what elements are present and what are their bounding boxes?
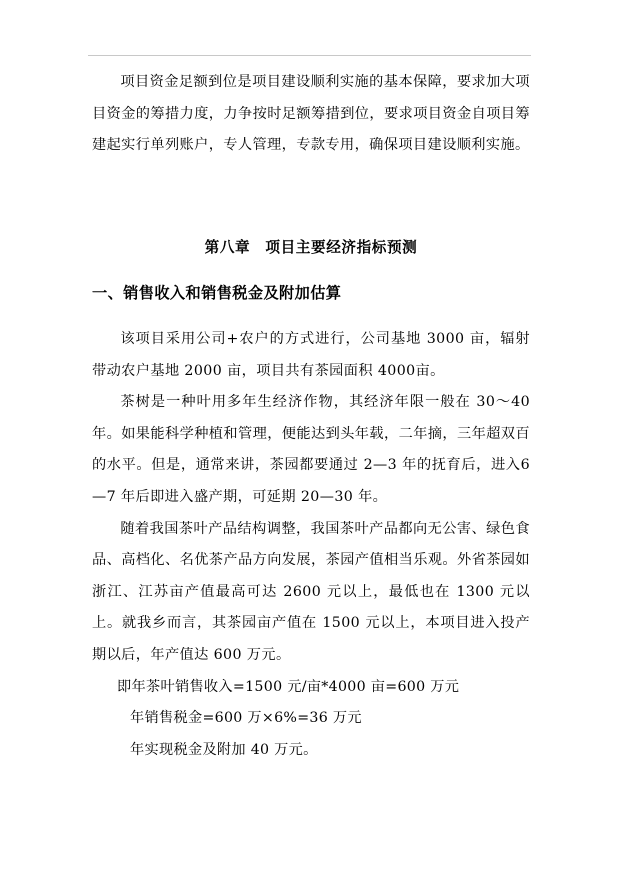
section-title: 一、销售收入和销售税金及附加估算 <box>92 284 342 302</box>
paragraph-company-farmers: 该项目采用公司+农户的方式进行，公司基地 3000 亩，辐射带动农户基地 2000 亩，项目共有茶园面积 4000亩。 <box>92 331 530 379</box>
intro-block <box>92 62 530 162</box>
intro-paragraph: 项目资金足额到位是项目建设顺利实施的基本保障，要求加大项目资金的筹措力度，力争按时足额筹措到位，要求项目资金自项目筹建起实行单列账户，专人管理，专款专用，确保项目建设顺利实施。 <box>92 74 530 154</box>
header-divider <box>88 55 531 56</box>
calc-sales-tax: 年销售税金=600 万×6%=36 万元 <box>130 710 362 727</box>
calc-sales-revenue: 即年茶叶销售收入=1500 元/亩*4000 亩=600 万元 <box>117 678 460 695</box>
paragraph-market-outlook: 随着我国茶叶产品结构调整，我国茶叶产品都向无公害、绿色食品、高档化、名优茶产品方向发展，茶园产值相当乐观。外省茶园如浙江、江苏亩产值最高可达 2600 元以上，最低也在 1300 元以上。就我乡而言，其茶园亩产值在 1500 元以上，本项目进入投产期以后，年产值达 600 万元。 <box>92 520 530 663</box>
section-body <box>92 324 530 766</box>
paragraph-tea-lifecycle: 茶树是一种叶用多年生经济作物，其经济年限一般在 30～40年。如果能科学种植和管理，便能达到头年载，二年摘，三年超双百的水平。但是，通常来讲，茶园都要通过 2—3 年的抚育后，进入6—7 年后即进入盛产期，可延期 20—30 年。 <box>92 394 530 505</box>
calc-tax-surcharge: 年实现税金及附加 40 万元。 <box>130 741 318 758</box>
chapter-title: 第八章 项目主要经济指标预测 <box>204 239 418 256</box>
